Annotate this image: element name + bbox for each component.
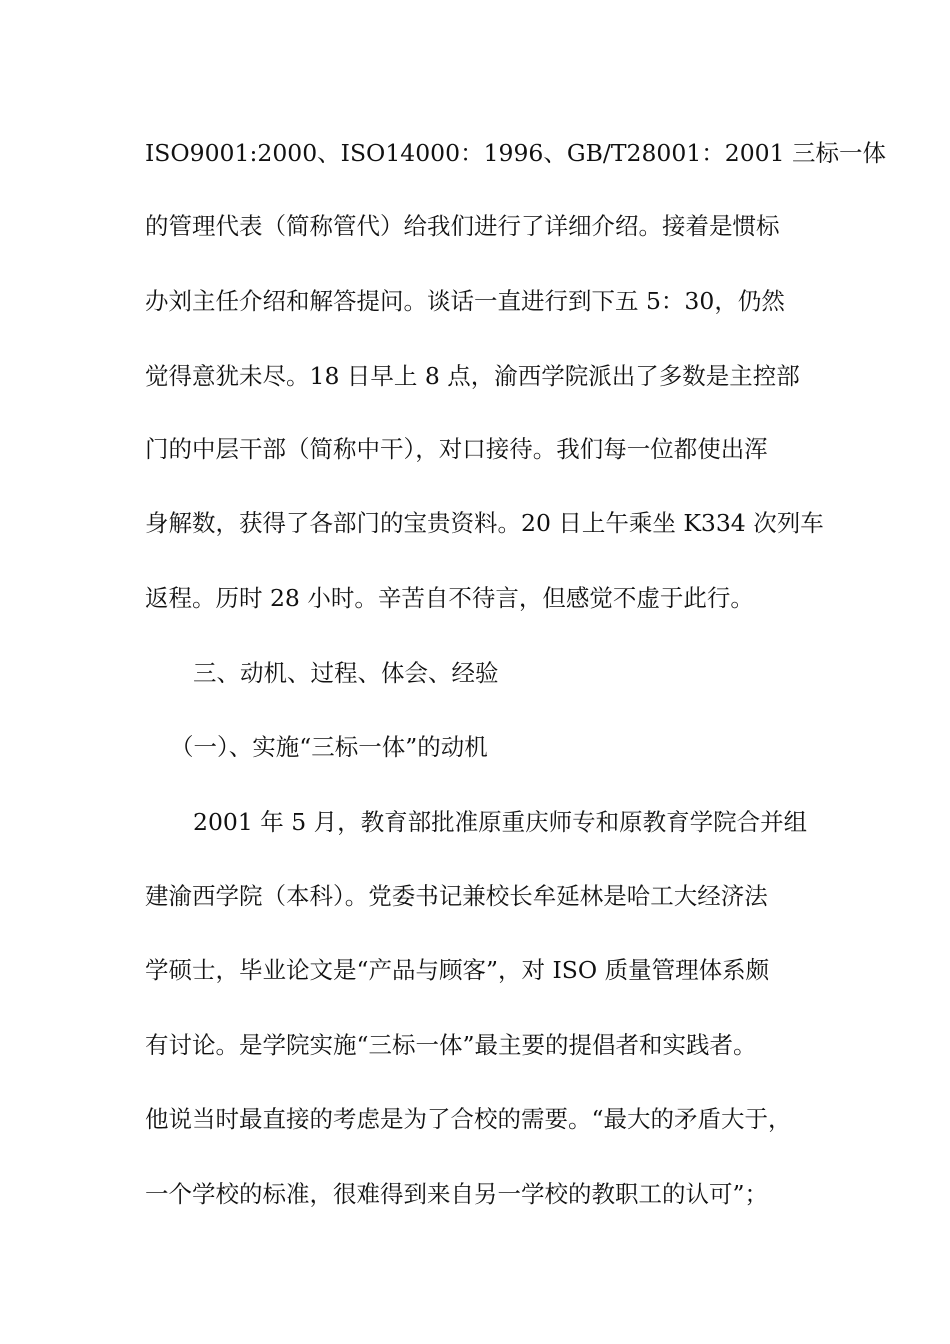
text-line-4: 觉得意犹未尽。18 日早上 8 点，渝西学院派出了多数是主控部	[145, 362, 800, 390]
text-line-14: 他说当时最直接的考虑是为了合校的需要。“最大的矛盾大于，	[145, 1105, 792, 1133]
text-line-12: 学硕士，毕业论文是“产品与顾客”，对 ISO 质量管理体系颇	[145, 956, 770, 984]
text-line-3: 办刘主任介绍和解答提问。谈话一直进行到下五 5：30，仍然	[145, 287, 785, 315]
text-line-13: 有讨论。是学院实施“三标一体”最主要的提倡者和实践者。	[145, 1031, 757, 1059]
text-line-7: 返程。历时 28 小时。辛苦自不待言，但感觉不虚于此行。	[145, 584, 754, 612]
text-line-1: ISO9001:2000、ISO14000：1996、GB/T28001：2001 三标一体	[145, 139, 887, 167]
text-line-5: 门的中层干部（简称中干），对口接待。我们每一位都使出浑	[145, 435, 768, 463]
text-line-6: 身解数，获得了各部门的宝贵资料。20 日上午乘坐 K334 次列车	[145, 509, 824, 537]
text-line-2: 的管理代表（简称管代）给我们进行了详细介绍。接着是惯标	[145, 212, 780, 240]
subsection-heading: （一）、实施“三标一体”的动机	[170, 733, 488, 761]
text-line-10: 2001 年 5 月，教育部批准原重庆师专和原教育学院合并组	[193, 808, 808, 836]
section-heading: 三、动机、过程、体会、经验	[193, 659, 499, 687]
text-line-15: 一个学校的标准，很难得到来自另一学校的教职工的认可”；	[145, 1180, 769, 1208]
text-line-11: 建渝西学院（本科）。党委书记兼校长牟延林是哈工大经济法	[145, 882, 768, 910]
